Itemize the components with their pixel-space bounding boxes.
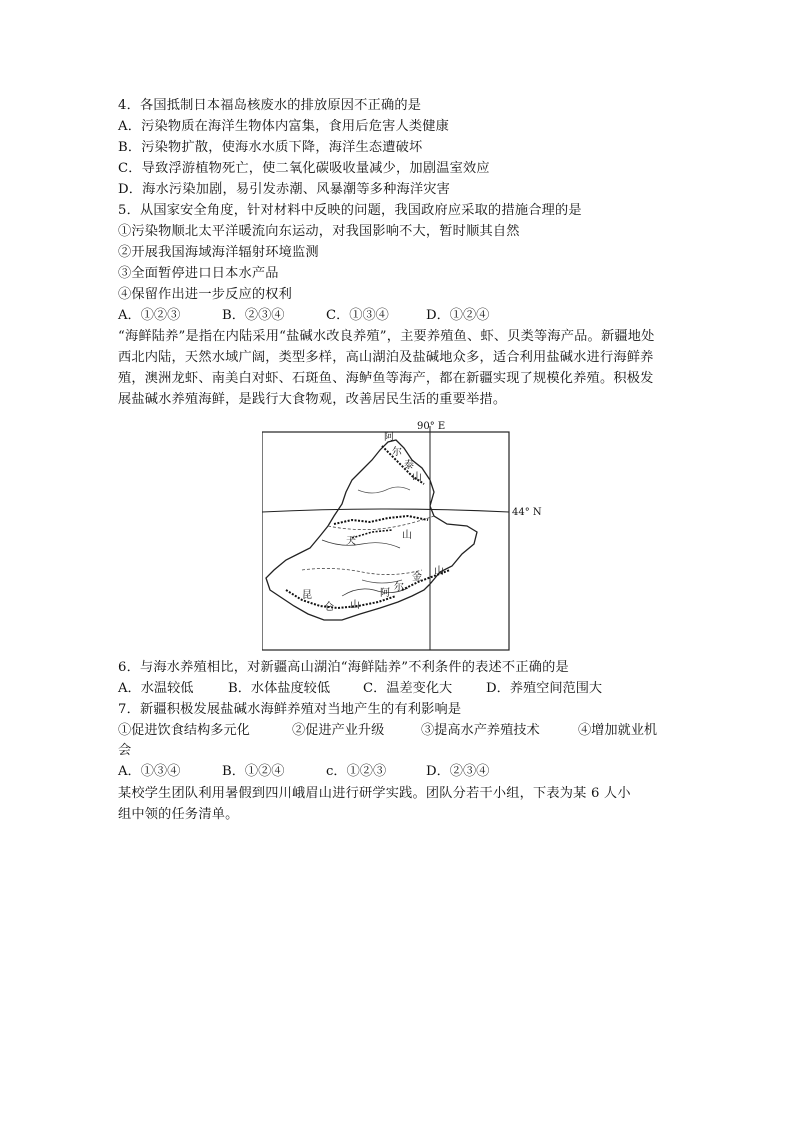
label-altai-1: 阿 [384, 432, 394, 443]
label-tianshan-2: 山 [402, 530, 412, 541]
q5-choice-c: C．①③④ [326, 308, 389, 323]
q4-option-b: B．污染物扩散，使海水水质下降，海洋生态遭破坏 [118, 140, 423, 155]
q7-item-4-wrap: 会 [118, 743, 132, 758]
q7-choice-b: B．①②④ [222, 764, 285, 779]
q7-choice-d: D．②③④ [426, 764, 490, 779]
label-altai-2: 尔 [392, 447, 402, 458]
parallel-label: 44° N [512, 507, 542, 518]
label-altai-4: 山 [412, 472, 422, 483]
label-kunlun-1: 昆 [302, 590, 312, 601]
q7-item-1: ①促进饮食结构多元化 [118, 723, 250, 738]
q6-choice-a: A．水温较低 [118, 681, 194, 696]
label-tianshan-1: 天 [346, 536, 356, 547]
q5-stem: 5．从国家安全角度，针对材料中反映的问题，我国政府应采取的措施合理的是 [118, 203, 582, 218]
passage-line-2: 西北内陆，天然水域广阔，类型多样，高山湖泊及盐碱地众多，适合利用盐碱水进行海鲜养 [118, 350, 654, 365]
meridian-label: 90° E [417, 421, 446, 432]
q6-choice-c: C．温差变化大 [363, 681, 453, 696]
q7-item-2: ②促进产业升级 [292, 723, 385, 738]
q7-choice-c: c．①②③ [326, 764, 387, 779]
q5-choice-a: A．①②③ [118, 308, 181, 323]
q6-choice-d: D．养殖空间范围大 [486, 681, 603, 696]
q6-stem: 6．与海水养殖相比，对新疆高山湖泊“海鲜陆养”不利条件的表述不正确的是 [118, 660, 569, 675]
q4-option-c: C．导致浮游植物死亡，使二氧化碳吸收量减少，加剧温室效应 [118, 161, 490, 176]
q7-item-4: ④增加就业机 [578, 723, 658, 738]
label-altai-3: 泰 [404, 460, 414, 471]
q7-item-3: ③提高水产养殖技术 [421, 723, 540, 738]
q5-choice-d: D．①②④ [426, 308, 490, 323]
label-altun-3: 金 [412, 572, 422, 583]
label-kunlun-3: 山 [350, 600, 360, 611]
q7-choice-a: A．①③④ [118, 764, 181, 779]
label-altun-2: 尔 [394, 582, 404, 593]
passage-line-1: “海鲜陆养”是指在内陆采用“盐碱水改良养殖”，主要养殖鱼、虾、贝类等海产品。新疆地处 [118, 329, 655, 344]
q5-item-2: ②开展我国海域海洋辐射环境监测 [118, 245, 319, 260]
q7-stem: 7．新疆积极发展盐碱水海鲜养殖对当地产生的有利影响是 [118, 702, 462, 717]
closing-line-2: 组中领的任务清单。 [118, 807, 239, 822]
label-altun-1: 阿 [380, 588, 390, 599]
map-frame [262, 432, 509, 650]
label-altun-4: 山 [434, 566, 444, 577]
q5-item-4: ④保留作出进一步反应的权利 [118, 287, 293, 302]
label-kunlun-2: 仑 [324, 602, 334, 613]
passage-line-3: 殖，澳洲龙虾、南美白对虾、石斑鱼、海鲈鱼等海产，都在新疆实现了规模化养殖。积极发 [118, 371, 654, 386]
q5-item-3: ③全面暂停进口日本水产品 [118, 266, 279, 281]
q6-choice-b: B．水体盐度较低 [228, 681, 331, 696]
q4-stem: 4．各国抵制日本福岛核废水的排放原因不正确的是 [118, 98, 422, 113]
xinjiang-map [262, 420, 562, 655]
q4-option-d: D．海水污染加剧，易引发赤潮、风暴潮等多种海洋灾害 [118, 182, 451, 197]
q5-choice-b: B．②③④ [222, 308, 285, 323]
passage-line-4: 展盐碱水养殖海鲜，是践行大食物观，改善居民生活的重要举措。 [118, 392, 507, 407]
q5-item-1: ①污染物顺北太平洋暖流向东运动，对我国影响不大，暂时顺其自然 [118, 224, 520, 239]
closing-line-1: 某校学生团队利用暑假到四川峨眉山进行研学实践。团队分若干小组，下表为某 6 人小 [118, 786, 631, 801]
q4-option-a: A．污染物质在海洋生物体内富集，食用后危害人类健康 [118, 119, 450, 134]
